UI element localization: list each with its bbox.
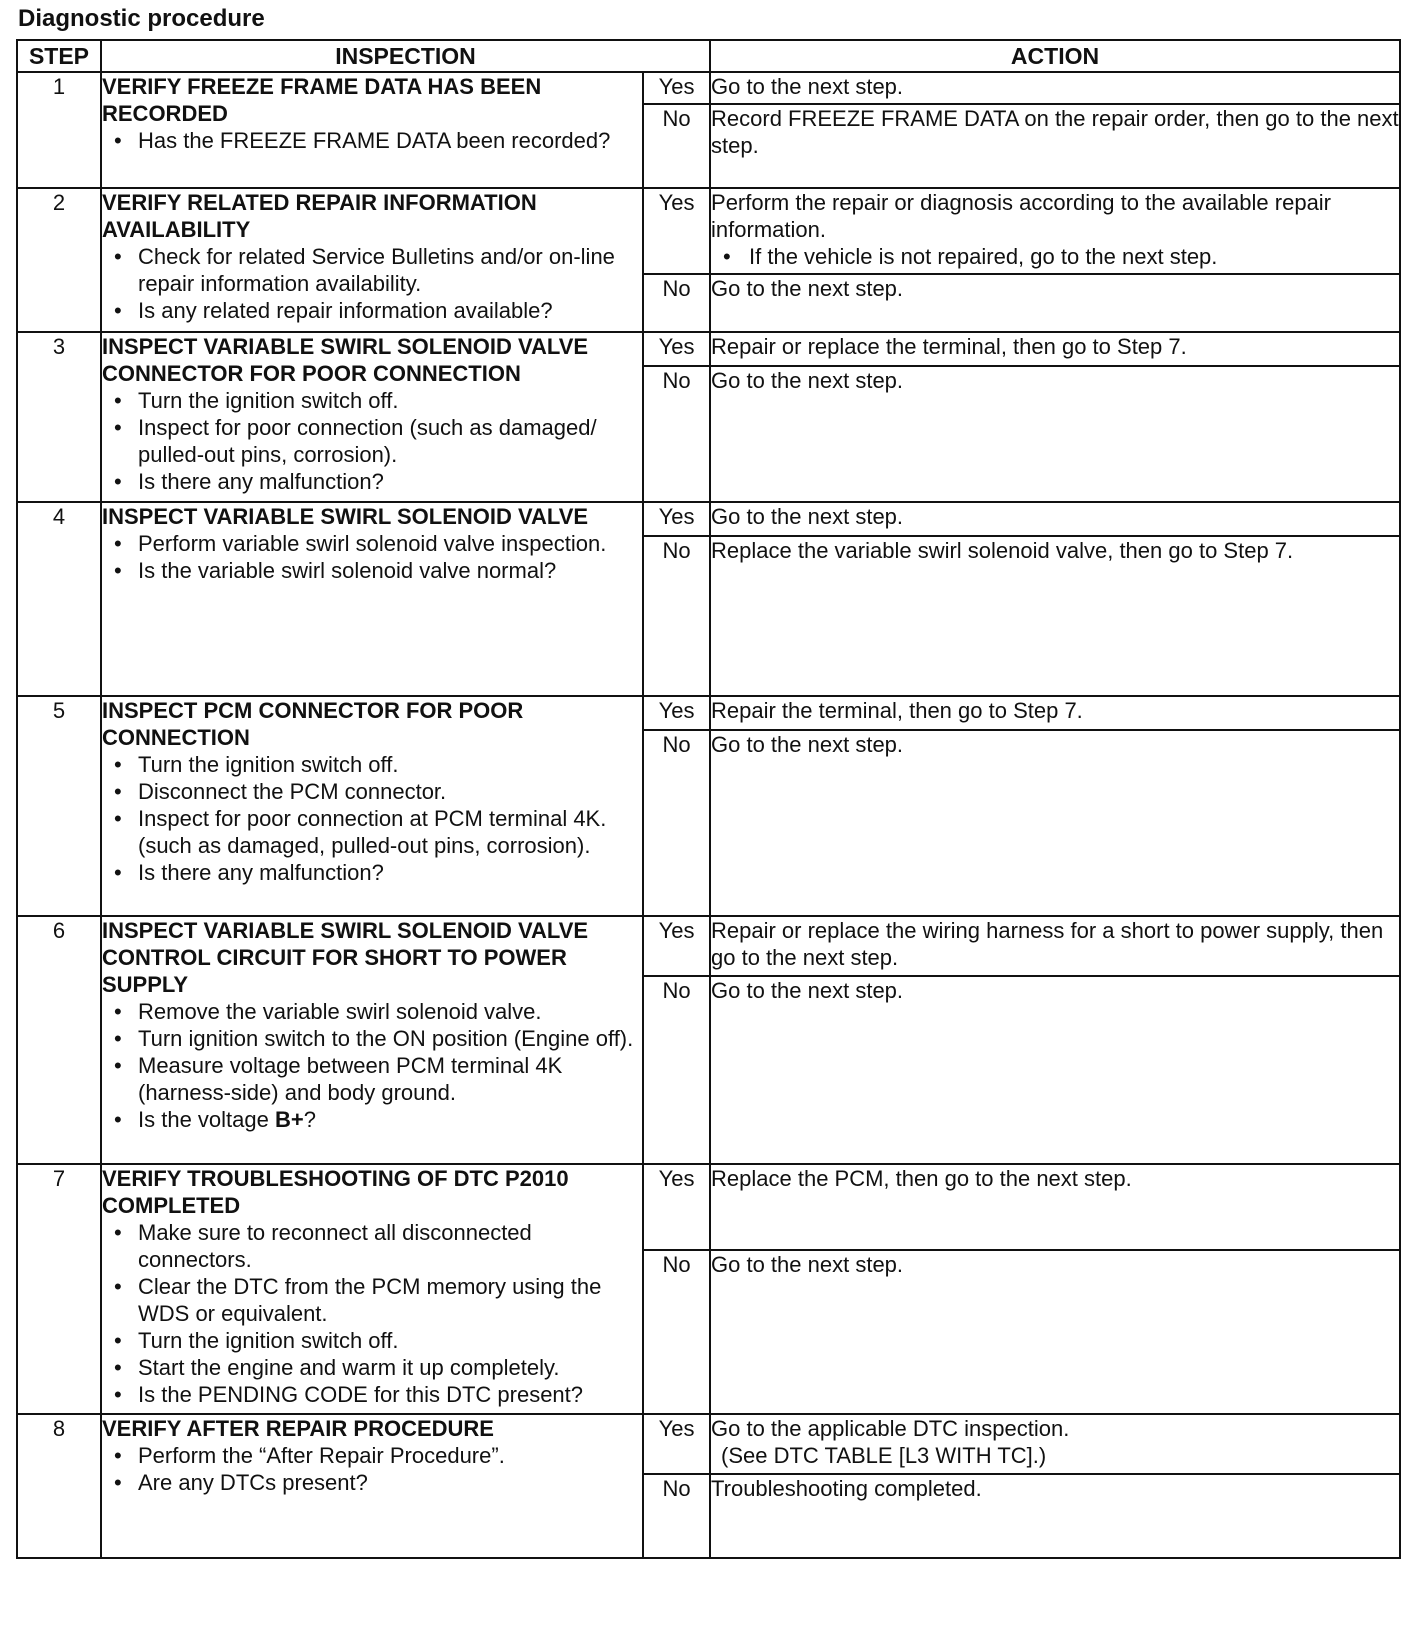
no-label: No [643,1250,710,1414]
yes-action: Repair or replace the wiring harness for a short to power supply, then go to the next step. [710,916,1400,976]
no-label: No [643,274,710,332]
inspection-bullet: • Are any DTCs present? [138,1469,642,1496]
inspection-cell [101,72,643,188]
inspection-cell [101,332,643,502]
no-action: Record FREEZE FRAME DATA on the repair order, then go to the next step. [710,104,1400,188]
no-action: Go to the next step. [710,1250,1400,1414]
inspection-bullet: • Disconnect the PCM connector. [138,778,642,805]
yes-label: Yes [643,916,710,976]
inspection-bullets [102,243,642,324]
inspection-title: INSPECT VARIABLE SWIRL SOLENOID VALVE [102,504,589,529]
inspection-bullet: • Perform variable swirl solenoid valve inspection. [138,530,642,557]
yes-action-bullets [711,243,1399,270]
inspection-bullet: • Is the variable swirl solenoid valve normal? [138,557,642,584]
inspection-bullets [102,530,642,584]
step-4-yes-row [17,502,1400,536]
bullet-bold-text: B+ [274,1107,304,1132]
inspection-bullets [102,1219,642,1408]
no-label: No [643,730,710,916]
step-number: 5 [17,696,101,916]
bullet-text: ? [303,1107,316,1132]
inspection-bullets [102,127,642,154]
step-7-yes-row [17,1164,1400,1250]
step-number: 6 [17,916,101,1164]
no-label: No [643,536,710,696]
yes-action: Replace the PCM, then go to the next step. [710,1164,1400,1250]
inspection-cell [101,696,643,916]
inspection-cell [101,188,643,332]
header-row [17,40,1400,72]
step-1-yes-row [17,72,1400,104]
page-title: Diagnostic procedure [18,5,265,32]
inspection-title: VERIFY FREEZE FRAME DATA HAS BEEN RECORDED [102,74,542,126]
inspection-bullet: • Is any related repair information available? [138,297,642,324]
inspection-bullets [102,387,642,495]
inspection-bullet: • Is the PENDING CODE for this DTC present? [138,1381,642,1408]
inspection-bullet: • Clear the DTC from the PCM memory using the WDS or equivalent. [138,1273,642,1327]
yes-action-cell [710,1414,1400,1474]
inspection-bullet: • Is there any malfunction? [138,468,642,495]
inspection-bullet: • Turn ignition switch to the ON position (Engine off). [138,1025,642,1052]
inspection-cell [101,502,643,696]
inspection-bullet: • Start the engine and warm it up completely. [138,1354,642,1381]
yes-label: Yes [643,1164,710,1250]
step-number: 1 [17,72,101,188]
yes-action: Perform the repair or diagnosis according to the available repair information. [711,190,1332,242]
inspection-bullet: • Has the FREEZE FRAME DATA been recorded? [138,127,642,154]
inspection-bullet: • Remove the variable swirl solenoid valve. [138,998,642,1025]
no-action: Go to the next step. [710,366,1400,502]
yes-action: Repair the terminal, then go to Step 7. [710,696,1400,730]
inspection-title: VERIFY RELATED REPAIR INFORMATION AVAILABILITY [102,190,537,242]
no-label: No [643,366,710,502]
header-inspection: INSPECTION [101,40,710,72]
inspection-title: INSPECT PCM CONNECTOR FOR POOR CONNECTION [102,698,524,750]
inspection-cell [101,1164,643,1414]
step-2-yes-row [17,188,1400,274]
step-number: 8 [17,1414,101,1558]
yes-label: Yes [643,1414,710,1474]
yes-action: Repair or replace the terminal, then go to Step 7. [710,332,1400,366]
inspection-bullet: • Is there any malfunction? [138,859,642,886]
yes-action-reference: (See DTC TABLE [L3 WITH TC].) [721,1443,1047,1468]
no-action: Go to the next step. [710,976,1400,1164]
no-label: No [643,104,710,188]
yes-label: Yes [643,696,710,730]
inspection-title: VERIFY AFTER REPAIR PROCEDURE [102,1416,494,1441]
inspection-bullets [102,998,642,1133]
inspection-bullet: • Inspect for poor connection at PCM terminal 4K. (such as damaged, pulled-out pins, corrosion). [138,805,642,859]
inspection-cell [101,916,643,1164]
yes-label: Yes [643,332,710,366]
yes-action: Go to the applicable DTC inspection. [711,1416,1070,1441]
inspection-bullet: • Inspect for poor connection (such as damaged/ pulled-out pins, corrosion). [138,414,642,468]
inspection-bullets [102,1442,642,1496]
bullet-text: Is the voltage [138,1107,275,1132]
inspection-bullet: • Turn the ignition switch off. [138,751,642,778]
no-action: Troubleshooting completed. [710,1474,1400,1558]
step-number: 3 [17,332,101,502]
inspection-bullet: • Check for related Service Bulletins and/or on-line repair information availability. [138,243,642,297]
inspection-bullet: • Perform the “After Repair Procedure”. [138,1442,642,1469]
no-label: No [643,976,710,1164]
no-action: Replace the variable swirl solenoid valve, then go to Step 7. [710,536,1400,696]
header-step: STEP [17,40,101,72]
yes-action-bullet: • If the vehicle is not repaired, go to the next step. [749,243,1399,270]
step-number: 7 [17,1164,101,1414]
no-label: No [643,1474,710,1558]
inspection-bullets [102,751,642,886]
header-action: ACTION [710,40,1400,72]
step-3-yes-row [17,332,1400,366]
inspection-title: VERIFY TROUBLESHOOTING OF DTC P2010 COMPLETED [102,1166,569,1218]
inspection-bullet: • Turn the ignition switch off. [138,387,642,414]
no-action: Go to the next step. [710,274,1400,332]
step-6-yes-row [17,916,1400,976]
inspection-bullet: • Measure voltage between PCM terminal 4K (harness-side) and body ground. [138,1052,642,1106]
diagnostic-table [16,39,1401,1559]
yes-label: Yes [643,502,710,536]
step-5-yes-row [17,696,1400,730]
yes-action: Go to the next step. [710,72,1400,104]
inspection-title: INSPECT VARIABLE SWIRL SOLENOID VALVE CONTROL CIRCUIT FOR SHORT TO POWER SUPPLY [102,918,589,997]
step-number: 4 [17,502,101,696]
inspection-cell [101,1414,643,1558]
yes-label: Yes [643,72,710,104]
yes-label: Yes [643,188,710,274]
yes-action: Go to the next step. [710,502,1400,536]
inspection-bullet: • Turn the ignition switch off. [138,1327,642,1354]
inspection-bullet [138,1106,642,1133]
no-action: Go to the next step. [710,730,1400,916]
inspection-bullet: • Make sure to reconnect all disconnected connectors. [138,1219,642,1273]
yes-action-cell [710,188,1400,274]
step-8-yes-row [17,1414,1400,1474]
step-number: 2 [17,188,101,332]
inspection-title: INSPECT VARIABLE SWIRL SOLENOID VALVE CONNECTOR FOR POOR CONNECTION [102,334,589,386]
